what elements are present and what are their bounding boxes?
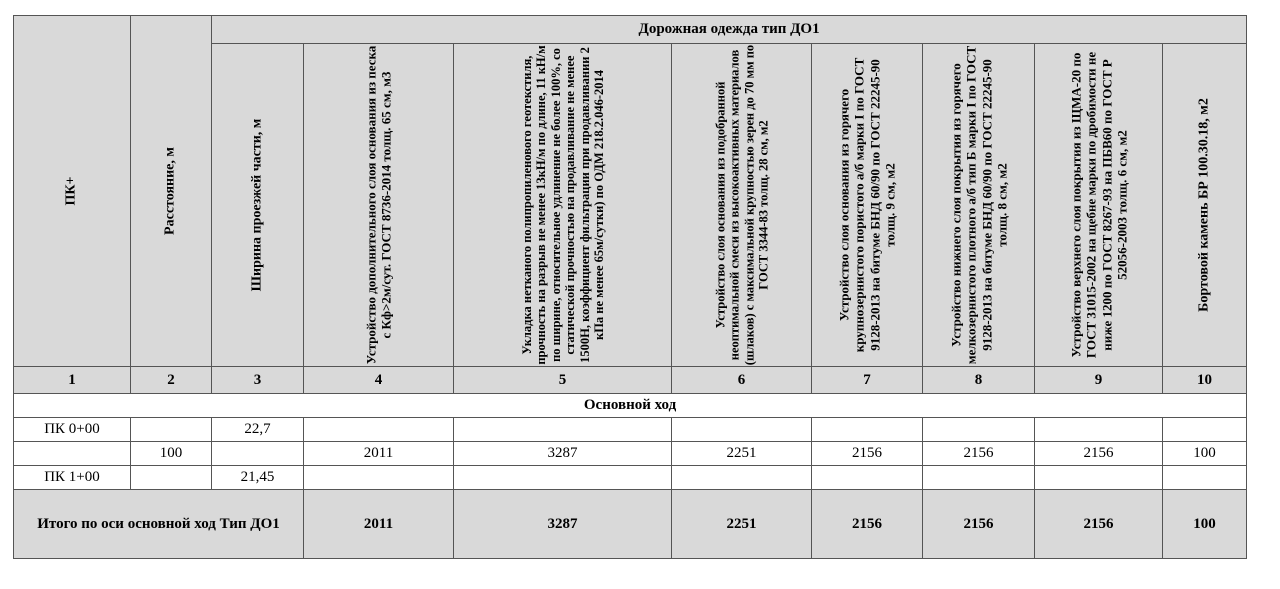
- total-row: [14, 490, 1247, 559]
- col-number: 7: [812, 367, 923, 394]
- value-cell: [304, 466, 454, 490]
- value-cell: [1035, 466, 1163, 490]
- width-cell: 22,7: [212, 418, 304, 442]
- header-pk: [14, 16, 131, 367]
- value-cell: 2156: [1035, 442, 1163, 466]
- value-cell: 2011: [304, 442, 454, 466]
- header-col4-label: Устройство дополнительного слоя основания из песка с Кф>2м/сут. ГОСТ 8736-2014 толщ. 65 см, м3: [363, 45, 394, 365]
- pk-cell: [14, 442, 131, 466]
- value-cell: 2251: [672, 442, 812, 466]
- section-title: Основной ход: [14, 394, 1247, 418]
- distance-cell: [131, 466, 212, 490]
- total-value: 3287: [454, 490, 672, 559]
- col-number: 2: [131, 367, 212, 394]
- value-cell: 3287: [454, 442, 672, 466]
- header-col6-label: Устройство слоя основания из подобранной неоптимальной смеси из высокоактивных материалов (шлаков) с максимальной крупностью зерен до 70 мм по ГОСТ 3344-83 толщ. 28 см, м2: [712, 44, 770, 366]
- value-cell: [672, 418, 812, 442]
- value-cell: [672, 466, 812, 490]
- value-cell: [812, 466, 923, 490]
- header-col7: [812, 44, 923, 367]
- section-row: [14, 394, 1247, 418]
- value-cell: [923, 418, 1035, 442]
- group-header: Дорожная одежда тип ДО1: [212, 16, 1247, 44]
- pk-cell: ПК 1+00: [14, 466, 131, 490]
- col-number: 1: [14, 367, 131, 394]
- width-cell: [212, 442, 304, 466]
- column-number-row: [14, 367, 1247, 394]
- value-cell: [923, 466, 1035, 490]
- header-col9-label: Устройство верхнего слоя покрытия из ЩМА-20 по ГОСТ 31015-2002 на щебне марки по дробимости не ниже 1200 по ГОСТ 8267-93 на ПБВ60 по ГОСТ Р 52056-2003 толщ. 6 см, м2: [1067, 51, 1129, 359]
- table-row: [14, 418, 1247, 442]
- table-row: [14, 442, 1247, 466]
- value-cell: [812, 418, 923, 442]
- distance-cell: 100: [131, 442, 212, 466]
- header-distance: [131, 16, 212, 367]
- col-number: 8: [923, 367, 1035, 394]
- header-col10: [1163, 44, 1247, 367]
- col-number: 4: [304, 367, 454, 394]
- total-value: 100: [1163, 490, 1247, 559]
- table-row: [14, 466, 1247, 490]
- value-cell: 100: [1163, 442, 1247, 466]
- header-col8: [923, 44, 1035, 367]
- volume-table: [13, 15, 1247, 559]
- header-col8-label: Устройство нижнего слоя покрытия из горячего мелкозернистого плотного а/б тип Б марки I по ГОСТ 9128-2013 на битуме БНД 60/90 по ГОСТ 22245-90 толщ. 8 см, м2: [947, 45, 1009, 365]
- col-number: 9: [1035, 367, 1163, 394]
- distance-cell: [131, 418, 212, 442]
- col-number: 3: [212, 367, 304, 394]
- header-col10-label: Бортовой камень БР 100.30.18, м2: [1196, 98, 1212, 312]
- header-col6: [672, 44, 812, 367]
- value-cell: [304, 418, 454, 442]
- col-number: 10: [1163, 367, 1247, 394]
- header-width-label: Ширина проезжей части, м: [249, 118, 265, 292]
- total-value: 2156: [1035, 490, 1163, 559]
- header-col7-label: Устройство слоя основания из горячего крупнозернистого пористого а/б марки I по ГОСТ 9128-2013 на битуме БНД 60/90 по ГОСТ 22245-90 толщ. 9 см, м2: [836, 57, 898, 353]
- value-cell: [1163, 418, 1247, 442]
- value-cell: [1035, 418, 1163, 442]
- col-number: 5: [454, 367, 672, 394]
- header-col5-label: Укладка нетканого полипропиленового геотекстиля, прочность на разрыв не менее 13кН/м по длине, 11 кН/м по ширине, относительное удлинение не более 100%, со статической прочностью на продавливание не менее 1500Н, коэффициент фильтрации при продавливании 2 кПа не менее 65м/сутки) по ОДМ 218.2.046-2014: [519, 45, 606, 365]
- header-distance-label: Расстояние, м: [162, 147, 178, 235]
- col-number: 6: [672, 367, 812, 394]
- total-value: 2156: [923, 490, 1035, 559]
- value-cell: 2156: [812, 442, 923, 466]
- value-cell: [454, 418, 672, 442]
- header-col4: [304, 44, 454, 367]
- total-value: 2251: [672, 490, 812, 559]
- header-col9: [1035, 44, 1163, 367]
- total-value: 2011: [304, 490, 454, 559]
- header-width: [212, 44, 304, 367]
- value-cell: [1163, 466, 1247, 490]
- header-col5: [454, 44, 672, 367]
- pk-cell: ПК 0+00: [14, 418, 131, 442]
- total-label: Итого по оси основной ход Тип ДО1: [14, 490, 304, 559]
- value-cell: 2156: [923, 442, 1035, 466]
- header-pk-label: ПК+: [63, 176, 79, 206]
- total-value: 2156: [812, 490, 923, 559]
- width-cell: 21,45: [212, 466, 304, 490]
- value-cell: [454, 466, 672, 490]
